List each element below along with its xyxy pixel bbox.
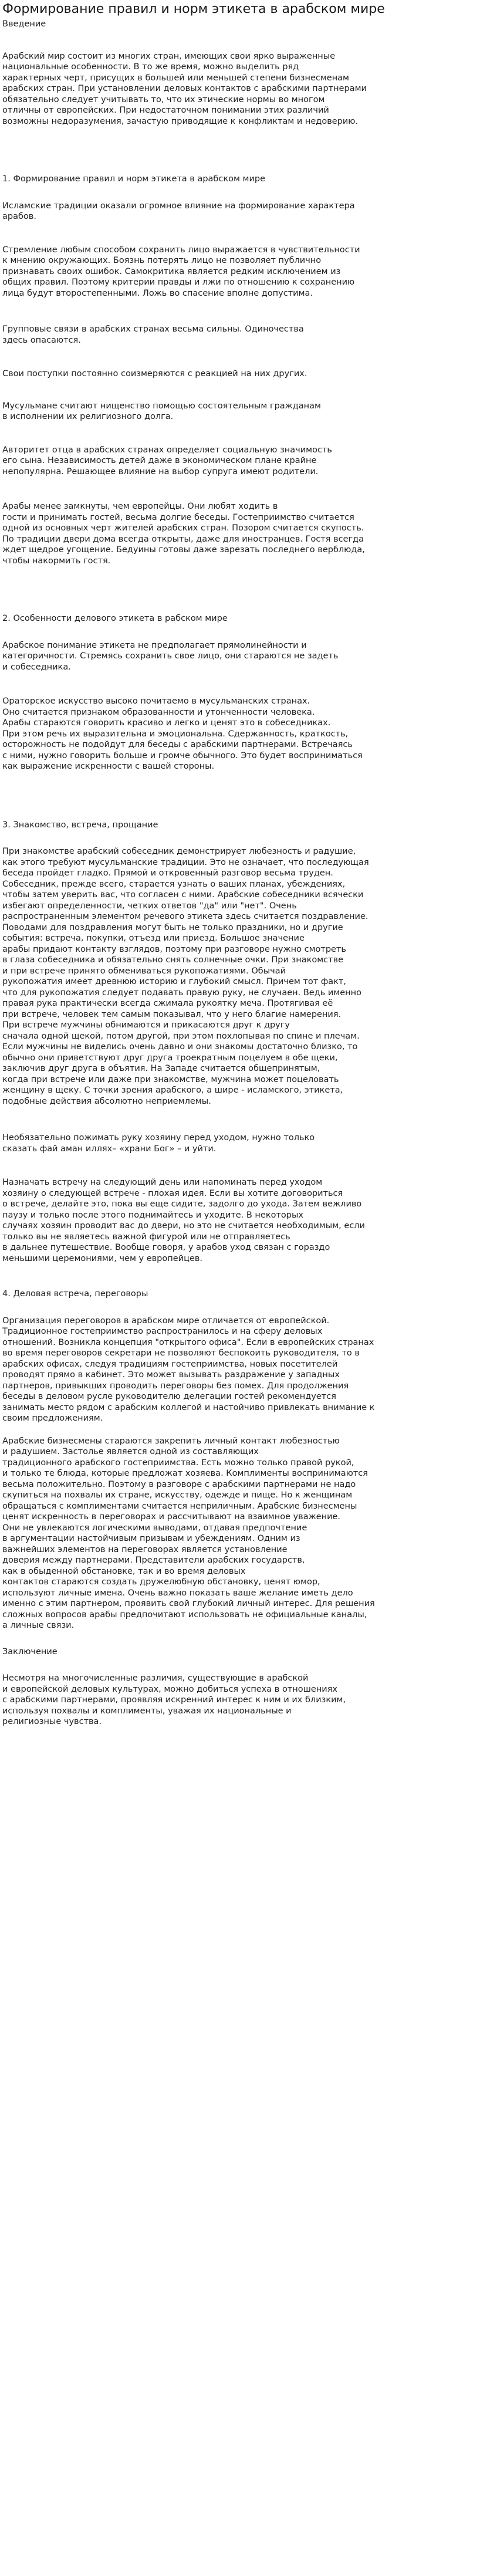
paragraph: Мусульмане считают нищенство помощью состоятельным гражданам в исполнении их религиозного долга.	[2, 401, 321, 421]
paragraph: Необязательно пожимать руку хозяину перед уходом, нужно только сказать фай аман иллях– «храни Бог» – и уйти.	[2, 1133, 315, 1154]
paragraph: Арабское понимание этикета не предполагает прямолинейности и категоричности. Стремясь сохранить свое лицо, они стараются не задеть и собеседника.	[2, 640, 339, 672]
document	[0, 1, 497, 1728]
paragraph: Исламские традиции оказали огромное влияние на формирование характера арабов.	[2, 201, 355, 221]
paragraph: Организация переговоров в арабском мире отличается от европейской. Традиционное гостеприимство распространилось и на сферу деловых отношений. Возникла концепция "открытого офиса". Если в европейских странах во время переговоров секретари не позволяют беспокоить руководителя, то в арабских офисах, следуя традициям гостеприимства, новых посетителей проводят прямо в кабинет. Это может вызывать раздражение у западных партнеров, привыкших проводить переговоры без помех. Для продолжения беседы в деловом русле руководителю делегации гостей рекомендуется занимать место рядом с арабским коллегой и настойчиво привлекать внимание к своим предложениям.	[2, 1316, 375, 1423]
section-heading: 4. Деловая встреча, переговоры	[2, 1289, 148, 1299]
paragraph: Введение	[2, 19, 46, 29]
paragraph: Арабы менее замкнуты, чем европейцы. Они любят ходить в гости и принимать гостей, весьма долгие беседы. Гостеприимство считается одной из основных черт жителей арабских стран. Позором считается скупость. По традиции двери дома всегда открыты, даже для иностранцев. Гостя всегда ждет щедрое угощение. Бедуины готовы даже зарезать последнего верблюда, чтобы накормить гостя.	[2, 502, 365, 566]
paragraph: Групповые связи в арабских странах весьма сильны. Одиночества здесь опасаются.	[2, 324, 304, 345]
section-heading: Заключение	[2, 1647, 58, 1657]
paragraph: Свои поступки постоянно соизмеряются с реакцией на них других.	[2, 369, 307, 378]
section-heading: 1. Формирование правил и норм этикета в арабском мире	[2, 174, 266, 184]
paragraph: Ораторское искусство высоко почитаемо в мусульманских странах. Оно считается признаком образованности и утонченности человека. Арабы стараются говорить красиво и легко и ценят это в собеседниках. При этом речь их выразительна и эмоциональна. Сдержанность, краткость, осторожность не подойдут для беседы с арабскими партнерами. Встречаясь с ними, нужно говорить больше и громче обычного. Это будет восприниматься как выражение искренности с вашей стороны.	[2, 697, 363, 771]
paragraph: Авторитет отца в арабских странах определяет социальную значимость его сына. Независимость детей даже в экономическом плане крайне непопулярна. Решающее влияние на выбор супруга имеют родители.	[2, 445, 332, 476]
paragraph: Стремление любым способом сохранить лицо выражается в чувствительности к мнению окружающих. Боязнь потерять лицо не позволяет публично признавать своих ошибок. Самокритика является редким исключением из общих правил. Поэтому критерии правды и лжи по отношению к сохранению лица будут второстепенными. Ложь во спасение вполне допустима.	[2, 245, 360, 298]
section-heading: 2. Особенности делового этикета в рабском мире	[2, 614, 228, 623]
document-body	[2, 19, 495, 1728]
section-heading: 3. Знакомство, встреча, прощание	[2, 820, 158, 830]
paragraph: Арабский мир состоит из многих стран, имеющих свои ярко выраженные национальные особенности. В то же время, можно выделить ряд характерных черт, присущих в большей или меньшей степени бизнесменам арабских стран. При установлении деловых контактов с арабскими партнерами обязательно следует учитывать то, что их этические нормы во многом отличны от европейских. При недостаточном понимании этих различий возможны недоразумения, зачастую приводящие к конфликтам и недоверию.	[2, 51, 367, 126]
paragraph: Несмотря на многочисленные различия, существующие в арабской и европейской деловых культурах, можно добиться успеха в отношениях с арабскими партнерами, проявляя искренний интерес к ним и их близким, используя похвалы и комплименты, уважая их национальные и религиозные чувства.	[2, 1674, 346, 1726]
paragraph: При знакомстве арабский собеседник демонстрирует любезность и радушие, как этого требуют мусульманские традиции. Это не означает, что последующая беседа пройдет гладко. Прямой и откровенный разговор весьма труден. Собеседник, прежде всего, старается узнать о ваших планах, убеждениях, чтобы затем уверить вас, что согласен с ними. Арабские собеседники всячески избегают определенности, четких ответов "да" или "нет". Очень распространенным элементом речевого этикета здесь считается поздравление. Поводами для поздравления могут быть не только праздники, но и другие события: встреча, покупки, отъезд или приезд. Большое значение арабы придают контакту взглядов, поэтому при разговоре нужно смотреть в глаза собеседника и обязательно снять солнечные очки. При знакомстве и при встрече принято обмениваться рукопожатиями. Обычай рукопожатия имеет древнюю историю и глубокий смысл. Причем тот факт, что для рукопожатия следует подавать правую руку, не случаен. Ведь именно правая рука практически всегда сжимала рукоятку меча. Протягивая её при встрече, человек тем самым показывал, что у него благие намерения. При встрече мужчины обнимаются и прикасаются друг к другу сначала одной щекой, потом другой, при этом похлопывая по спине и плечам. Если мужчины не виделись очень давно и они знакомы достаточно близко, то обычно они приветствуют друг друга троекратным поцелуем в обе щеки, заключив друг друга в объятия. На Западе считается общепринятым, когда при встрече или даже при знакомстве, мужчина может поцеловать женщину в щеку. С точки зрения арабского, а шире - исламского, этикета, подобные действия абсолютно неприемлемы.	[2, 847, 369, 1106]
paragraph: Арабские бизнесмены стараются закрепить личный контакт любезностью и радушием. Застолье является одной из составляющих традиционного арабского гостеприимства. Есть можно только правой рукой, и только те блюда, которые предложат хозяева. Комплименты воспринимаются весьма положительно. Поэтому в разговоре с арабскими партнерами не надо скупиться на похвалы их стране, искусству, одежде и пище. Но к женщинам обращаться с комплиментами считается неприличным. Арабские бизнесмены ценят искренность в переговорах и рассчитывают на взаимное уважение. Они не увлекаются логическими выводами, отдавая предпочтение в аргументации настойчивым призывам и убеждениям. Одним из важнейших элементов на переговорах является установление доверия между партнерами. Представители арабских государств, как в обыденной обстановке, так и во время деловых контактов стараются создать дружелюбную обстановку, ценят юмор, используют личные имена. Очень важно показать ваше желание иметь дело именно с этим партнером, проявить свой глубокий личный интерес. Для решения сложных вопросов арабы предпочитают использовать не официальные каналы, а личные связи.	[2, 1436, 375, 1630]
document-title: Формирование правил и норм этикета в арабском мире	[2, 2, 385, 16]
paragraph: Назначать встречу на следующий день или напоминать перед уходом хозяину о следующей встрече - плохая идея. Если вы хотите договориться о встрече, делайте это, пока вы еще сидите, задолго до ухода. Затем вежливо паузу и только после этого поднимайтесь и уходите. В некоторых случаях хозяин проводит вас до двери, но это не считается необходимым, если только вы не являетесь важной фигурой или не отправляетесь в дальнее путешествие. Вообще говоря, у арабов уход связан с гораздо меньшими церемониями, чем у европейцев.	[2, 1178, 365, 1263]
